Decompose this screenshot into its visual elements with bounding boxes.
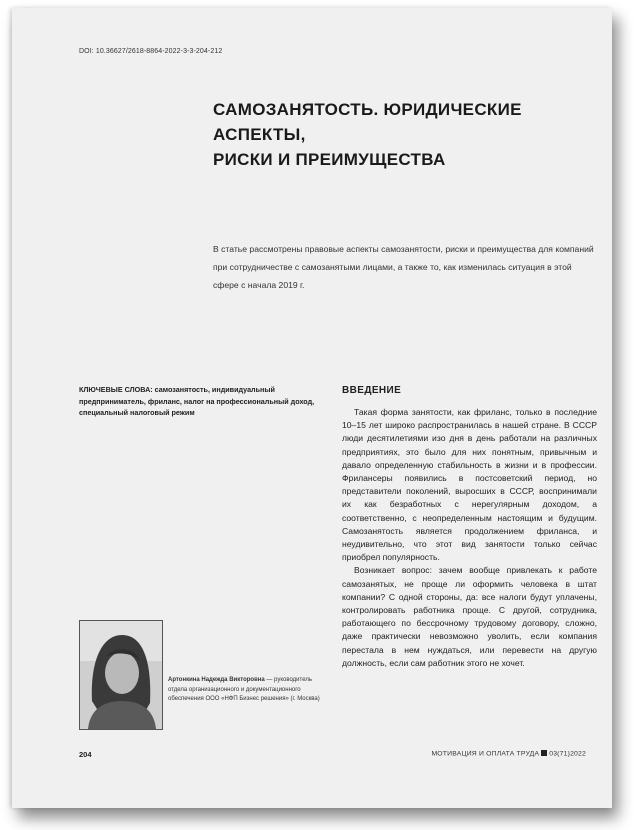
author-photo (79, 620, 163, 730)
author-portrait-image (80, 621, 162, 729)
author-name: Артонкина Надежда Викторовна (168, 677, 265, 683)
title-line-2: РИСКИ И ПРЕИМУЩЕСТВА (213, 150, 446, 169)
section-heading: ВВЕДЕНИЕ (342, 385, 402, 396)
title-line-1: САМОЗАНЯТОСТЬ. ЮРИДИЧЕСКИЕ АСПЕКТЫ, (213, 100, 522, 144)
author-description: — руководитель отдела организационного и документационного обеспечения ООО «НФП Бизнес решения» (г. Москва) (168, 677, 320, 702)
keywords-text: самозанятость, индивидуальный предприниматель, фриланс, налог на профессиональный доход, специальный налоговый режим (79, 385, 315, 417)
square-separator-icon (541, 750, 547, 756)
author-info (168, 676, 328, 705)
article-page (12, 8, 612, 808)
doi-label: DOI: 10.36627/2618-8864-2022-3-3-204-212 (79, 48, 223, 55)
journal-issue: 03(71)2022 (549, 750, 586, 758)
journal-name: МОТИВАЦИЯ И ОПЛАТА ТРУДА (431, 750, 540, 758)
journal-footer (431, 750, 586, 758)
body-paragraph-1: Такая форма занятости, как фриланс, только в последние 10–15 лет широко распространилась в нашей стране. В СССР люди десятилетиями изо дня в день работали на различных предприятиях, это было для них понятным, привычным и давало определенную стабильность в жизни и в профессии. Фрилансеры появились в постсоветский период, но представители поколений, выросших в СССР, воспринимали их как безработных с нерегулярным доходом, а соответственно, с неопределенным настоящим и будущим. Самозанятость является продолжением фриланса, и неудивительно, что этот вид занятости только сейчас приобрел популярность. (342, 407, 597, 563)
keywords-block (79, 384, 319, 419)
body-paragraph-2: Возникает вопрос: зачем вообще привлекать к работе самозанятых, не проще ли оформить человека в штат компании? С одной стороны, да: все налоги будут уплачены, контролировать работника проще. С другой, сотрудника, работающего по бессрочному трудовому договору, сложно, даже практически невозможно уволить, если компания перестала в нем нуждаться, или перевести на другую должность, если сам работник этого не хочет. (342, 565, 597, 668)
page-number: 204 (79, 750, 92, 759)
article-title (213, 97, 593, 172)
article-abstract: В статье рассмотрены правовые аспекты самозанятости, риски и преимущества для компаний при сотрудничестве с самозанятыми лицами, а также то, как изменилась ситуация в этой сфере с начала 2019 г. (213, 244, 594, 290)
keywords-label: КЛЮЧЕВЫЕ СЛОВА: (79, 385, 153, 394)
article-body (342, 406, 597, 670)
